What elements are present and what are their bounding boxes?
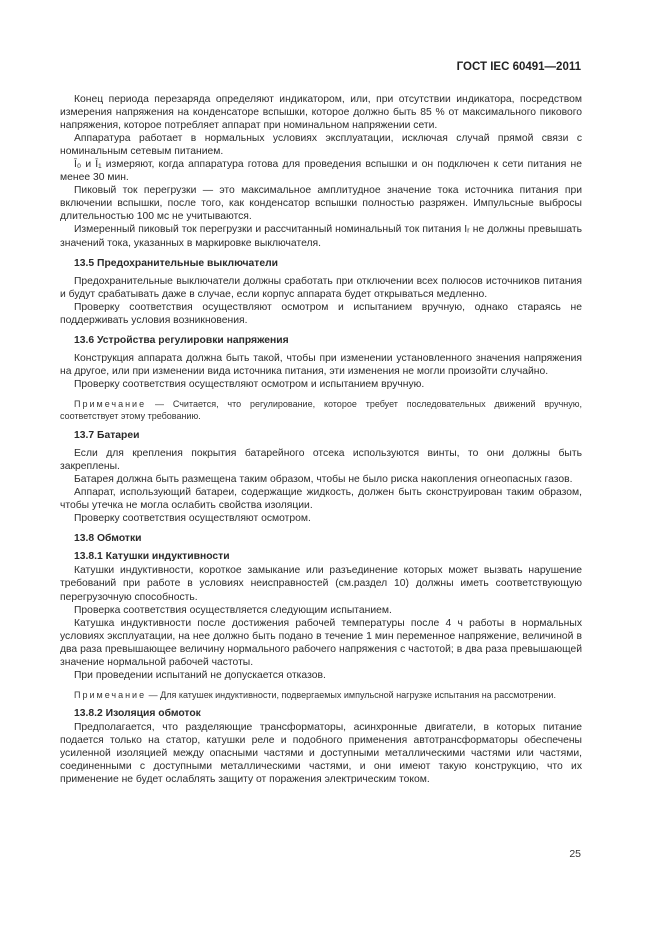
section-heading-13-8: 13.8 Обмотки — [74, 533, 142, 545]
paragraph: Аппаратура работает в нормальных условиях эксплуатации, исключая случай прямой связи с номинальным сетевым питанием. — [60, 133, 582, 158]
section-heading-13-7: 13.7 Батареи — [74, 429, 140, 441]
subsection-heading-13-8-2: 13.8.2 Изоляция обмоток — [74, 707, 201, 719]
section-heading-13-5: 13.5 Предохранительные выключатели — [74, 257, 279, 269]
paragraph: Ī₀ и Ī₁ измеряют, когда аппаратура готова для проведения вспышки и он подключен к сети питания не менее 30 мин. — [60, 159, 582, 184]
paragraph: Предохранительные выключатели должны сработать при отключении всех полюсов источников питания и будут срабатывать даже в случае, если корпус аппарата будет открываться медленно. — [60, 275, 582, 300]
paragraph: Проверку соответствия осуществляют осмотром и испытанием вручную. — [74, 378, 425, 390]
note-text: — Считается, что регулирование, которое требует последовательных движений вручную, соответствует этому требованию. — [60, 398, 582, 421]
paragraph: Пиковый ток перегрузки — это максимальное амплитудное значение тока источника питания при включении вспышки, после того, как конденсатор вспышки полностью разряжен. Импульсные выбросы длительностью 100 мс не учитываются. — [60, 185, 582, 223]
note-text: — Для катушек индуктивности, подвергаемых импульсной нагрузке испытания на рассмотрении. — [146, 689, 556, 700]
paragraph: Конструкция аппарата должна быть такой, чтобы при изменении установленного значения напряжения на другое, или при изменении вида источника питания, эти изменения не могли произойти случайно. — [60, 352, 582, 377]
note-label: Примечание — [74, 398, 147, 409]
note-label: Примечание — [74, 689, 147, 700]
paragraph: Катушки индуктивности, короткое замыкание или разъединение которых может вызвать нарушение требований при работе в условиях неисправностей (см.раздел 10) должны иметь соответствующую перегрузочную способность. — [60, 565, 582, 603]
paragraph: Конец периода перезаряда определяют индикатором, или, при отсутствии индикатора, посредством измерения напряжения на конденсаторе вспышки, которое должно быть 85 % от максимального пикового напряжения, которое потребляет аппарат при номинальном напряжении сети. — [60, 94, 582, 132]
paragraph: Проверку соответствия осуществляют осмотром. — [74, 513, 311, 525]
paragraph: Аппарат, использующий батареи, содержащие жидкость, должен быть сконструирован таким образом, чтобы утечка не могла ослабить свойства изоляции. — [60, 487, 582, 512]
paragraph: Катушка индуктивности после достижения рабочей температуры после 4 ч работы в нормальных условиях эксплуатации, на нее должно быть подано в течение 1 мин переменное напряжение, величиной в два раза превышающее величину нормального рабочего напряжения с частотой; в два раза превышающей значение нормальной рабочей частоты. — [60, 617, 582, 668]
paragraph: Предполагается, что разделяющие трансформаторы, асинхронные двигатели, в которых питание подается только на статор, катушки реле и подобного применения автотрансформаторы обеспечены усиленной изоляцией между опасными частями и доступными металлическими частями или частями, соединенными с доступными металлическими частями, и они имеют такую конструкцию, что их применение не будет ослаблять защиту от поражения электрическим током. — [60, 721, 582, 786]
note — [60, 398, 582, 422]
paragraph: Проверку соответствия осуществляют осмотром и испытанием вручную, однако стараясь не поддерживать условия возникновения. — [60, 301, 582, 326]
paragraph: Если для крепления покрытия батарейного отсека используются винты, то они должны быть закреплены. — [60, 448, 582, 473]
section-heading-13-6: 13.6 Устройства регулировки напряжения — [74, 334, 289, 346]
page-header-standard: ГОСТ IEC 60491—2011 — [456, 61, 581, 73]
paragraph: При проведении испытаний не допускается отказов. — [74, 669, 326, 681]
paragraph: Измеренный пиковый ток перегрузки и рассчитанный номинальный ток питания Iᵣ не должны превышать значений тока, указанных в маркировке выключателя. — [60, 224, 582, 249]
document-body — [60, 93, 582, 786]
note — [60, 689, 582, 701]
page-number: 25 — [569, 848, 581, 860]
paragraph: Проверка соответствия осуществляется следующим испытанием. — [74, 604, 392, 616]
paragraph: Батарея должна быть размещена таким образом, чтобы не было риска накопления огнеопасных газов. — [74, 474, 573, 486]
subsection-heading-13-8-1: 13.8.1 Катушки индуктивности — [74, 551, 230, 563]
